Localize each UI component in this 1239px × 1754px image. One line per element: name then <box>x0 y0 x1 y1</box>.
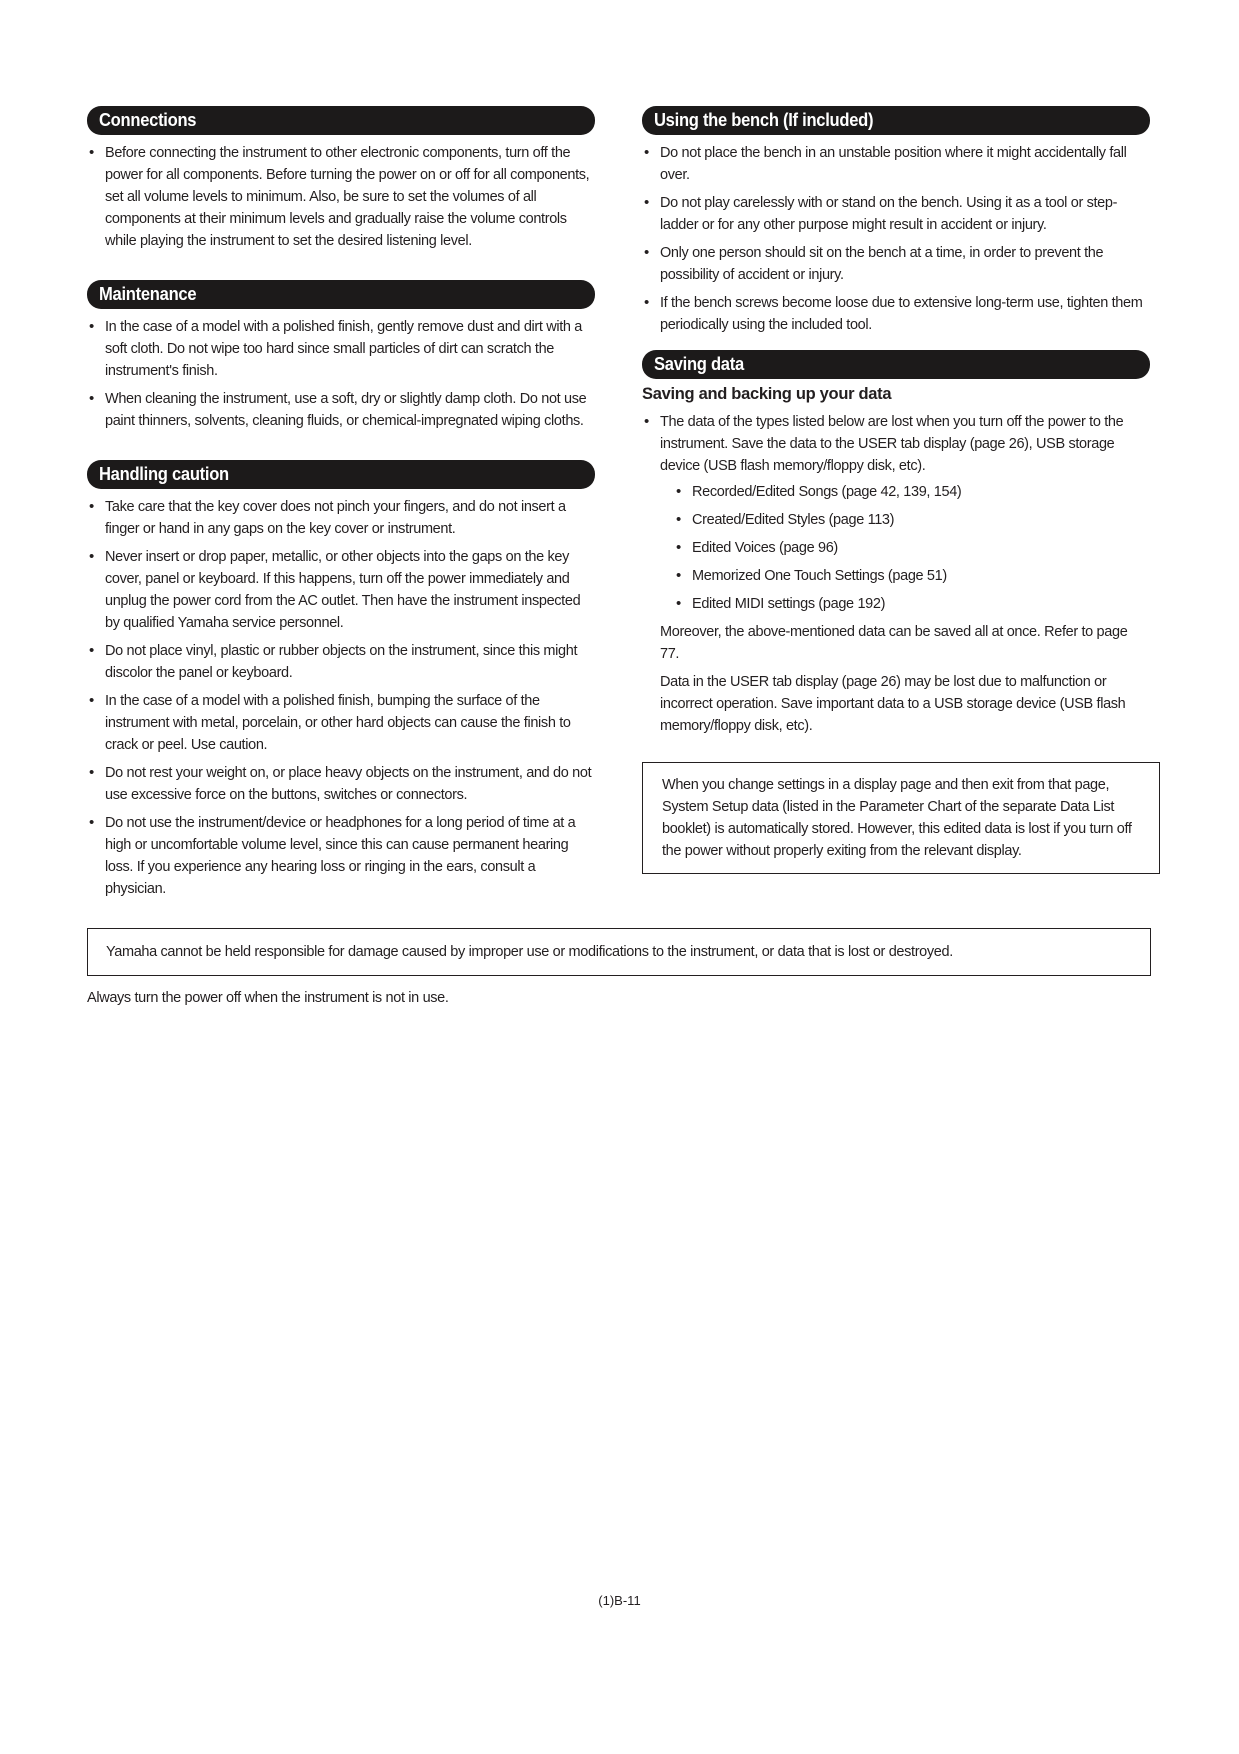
list-item: • In the case of a model with a polished finish, bumping the surface of the instrument with metal, porcelain, or other hard objects can cause the finish to crack or peel. Use caution. <box>87 690 595 756</box>
list-item: • Do not use the instrument/device or headphones for a long period of time at a high or uncomfortable volume level, since this can cause permanent hearing loss. If you experience any hearing loss or ringing in the ears, consult a physician. <box>87 812 595 900</box>
list-item: • Do not rest your weight on, or place heavy objects on the instrument, and do not use excessive force on the buttons, switches or connectors. <box>87 762 595 806</box>
subsection-title-saving-backing-up: Saving and backing up your data <box>642 385 892 403</box>
list-item: • Do not play carelessly with or stand on the bench. Using it as a tool or step-ladder or for any other purpose might result in accident or injury. <box>642 192 1150 236</box>
data-types-list <box>674 481 1150 615</box>
list-item: • The data of the types listed below are lost when you turn off the power to the instrument. Save the data to the USER tab display (page 26), USB storage device (USB flash memory/floppy disk, etc). • Recorded/Edited Songs (page 42, 139, 154) • Created/Edited Styles (page 113) • Edited Voices (page 96) • Memorized One Touch Settings (page 51) • Edited MIDI settings (page 192) <box>642 411 1150 615</box>
section-header-using-bench: Using the bench (If included) <box>642 106 1150 135</box>
list-item: • When cleaning the instrument, use a soft, dry or slightly damp cloth. Do not use paint thinners, solvents, cleaning fluids, or chemical-impregnated wiping cloths. <box>87 388 595 432</box>
page-number: (1)B-11 <box>598 1593 641 1608</box>
user-tab-warning: Data in the USER tab display (page 26) may be lost due to malfunction or incorrect operation. Save important data to a USB storage device (USB flash memory/floppy disk, etc). <box>660 674 1126 734</box>
connections-list <box>87 142 595 252</box>
section-header-connections: Connections <box>87 106 595 135</box>
list-item: • Never insert or drop paper, metallic, or other objects into the gaps on the key cover, panel or keyboard. If this happens, turn off the power immediately and unplug the power cord from the AC outlet. Then have the instrument inspected by qualified Yamaha service personnel. <box>87 546 595 634</box>
system-setup-note-box: When you change settings in a display page and then exit from that page, System Setup data (listed in the Parameter Chart of the separate Data List booklet) is automatically stored. However, this edited data is lost if you turn off the power without properly exiting from the relevant display. <box>642 762 1160 874</box>
right-column <box>642 106 1150 743</box>
data-type-item: • Edited Voices (page 96) <box>674 537 1150 559</box>
list-item: • Before connecting the instrument to other electronic components, turn off the power for all components. Before turning the power on or off for all components, set all volume levels to minimum. Also, be sure to set the volumes of all components at their minimum levels and gradually raise the volume controls while playing the instrument to set the desired listening level. <box>87 142 595 252</box>
disclaimer-box: Yamaha cannot be held responsible for damage caused by improper use or modifications to the instrument, or data that is lost or destroyed. <box>87 928 1151 976</box>
bench-list <box>642 142 1150 336</box>
section-header-maintenance: Maintenance <box>87 280 595 309</box>
left-column <box>87 106 595 906</box>
maintenance-list <box>87 316 595 432</box>
data-type-item: • Recorded/Edited Songs (page 42, 139, 154) <box>674 481 1150 503</box>
data-type-item: • Memorized One Touch Settings (page 51) <box>674 565 1150 587</box>
section-header-saving-data: Saving data <box>642 350 1150 379</box>
list-item: • Take care that the key cover does not pinch your fingers, and do not insert a finger or hand in any gaps on the key cover or instrument. <box>87 496 595 540</box>
list-item: • Do not place the bench in an unstable position where it might accidentally fall over. <box>642 142 1150 186</box>
list-item: • In the case of a model with a polished finish, gently remove dust and dirt with a soft cloth. Do not wipe too hard since small particles of dirt can scratch the instrument's finish. <box>87 316 595 382</box>
data-type-item: • Created/Edited Styles (page 113) <box>674 509 1150 531</box>
saving-data-list <box>642 411 1150 615</box>
section-header-handling-caution: Handling caution <box>87 460 595 489</box>
list-item: • Only one person should sit on the bench at a time, in order to prevent the possibility of accident or injury. <box>642 242 1150 286</box>
list-item: • Do not place vinyl, plastic or rubber objects on the instrument, since this might discolor the panel or keyboard. <box>87 640 595 684</box>
list-item: • If the bench screws become loose due to extensive long-term use, tighten them periodically using the included tool. <box>642 292 1150 336</box>
data-type-item: • Edited MIDI settings (page 192) <box>674 593 1150 615</box>
save-all-note: Moreover, the above-mentioned data can be saved all at once. Refer to page 77. <box>660 624 1128 662</box>
power-off-reminder: Always turn the power off when the instrument is not in use. <box>87 990 449 1006</box>
handling-caution-list <box>87 496 595 900</box>
